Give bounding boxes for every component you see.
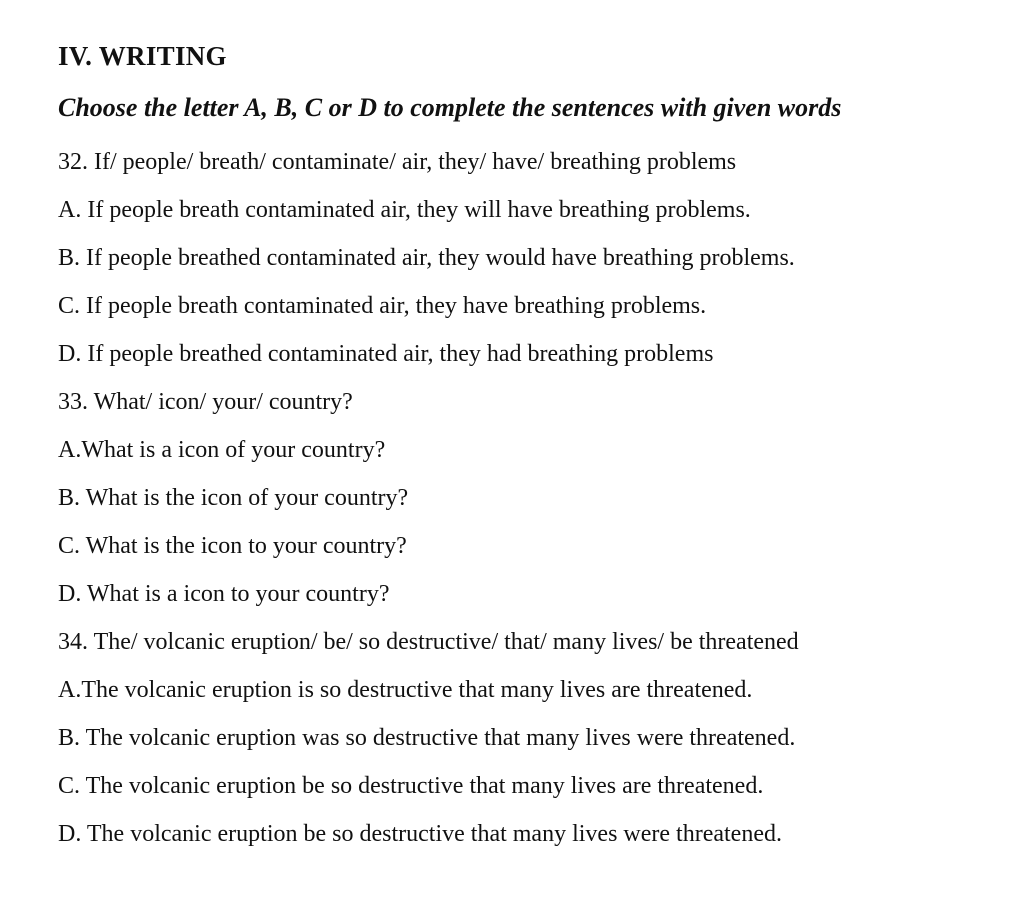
option-b: B. What is the icon of your country? (58, 485, 409, 511)
question-prompt: 33. What/ icon/ your/ country? (58, 389, 353, 415)
option-a: A.What is a icon of your country? (58, 437, 386, 463)
option-d: D. The volcanic eruption be so destructive that many lives were threatened. (58, 821, 782, 847)
option-d: D. If people breathed contaminated air, they had breathing problems (58, 341, 714, 367)
option-b: B. The volcanic eruption was so destructive that many lives were threatened. (58, 725, 796, 751)
question-32 (58, 138, 994, 378)
option-d: D. What is a icon to your country? (58, 581, 390, 607)
question-prompt: 34. The/ volcanic eruption/ be/ so destructive/ that/ many lives/ be threatened (58, 629, 799, 655)
section-instruction: Choose the letter A, B, C or D to complete the sentences with given words (58, 93, 842, 122)
option-c: C. If people breath contaminated air, they have breathing problems. (58, 293, 707, 319)
question-33 (58, 378, 994, 618)
option-c: C. What is the icon to your country? (58, 533, 407, 559)
option-c: C. The volcanic eruption be so destructive that many lives are threatened. (58, 773, 764, 799)
worksheet-page (58, 38, 994, 858)
section-title: IV. WRITING (58, 41, 227, 71)
option-b: B. If people breathed contaminated air, they would have breathing problems. (58, 245, 795, 271)
option-a: A.The volcanic eruption is so destructive that many lives are threatened. (58, 677, 753, 703)
option-a: A. If people breath contaminated air, they will have breathing problems. (58, 197, 751, 223)
question-prompt: 32. If/ people/ breath/ contaminate/ air, they/ have/ breathing problems (58, 149, 737, 175)
question-34 (58, 618, 994, 858)
